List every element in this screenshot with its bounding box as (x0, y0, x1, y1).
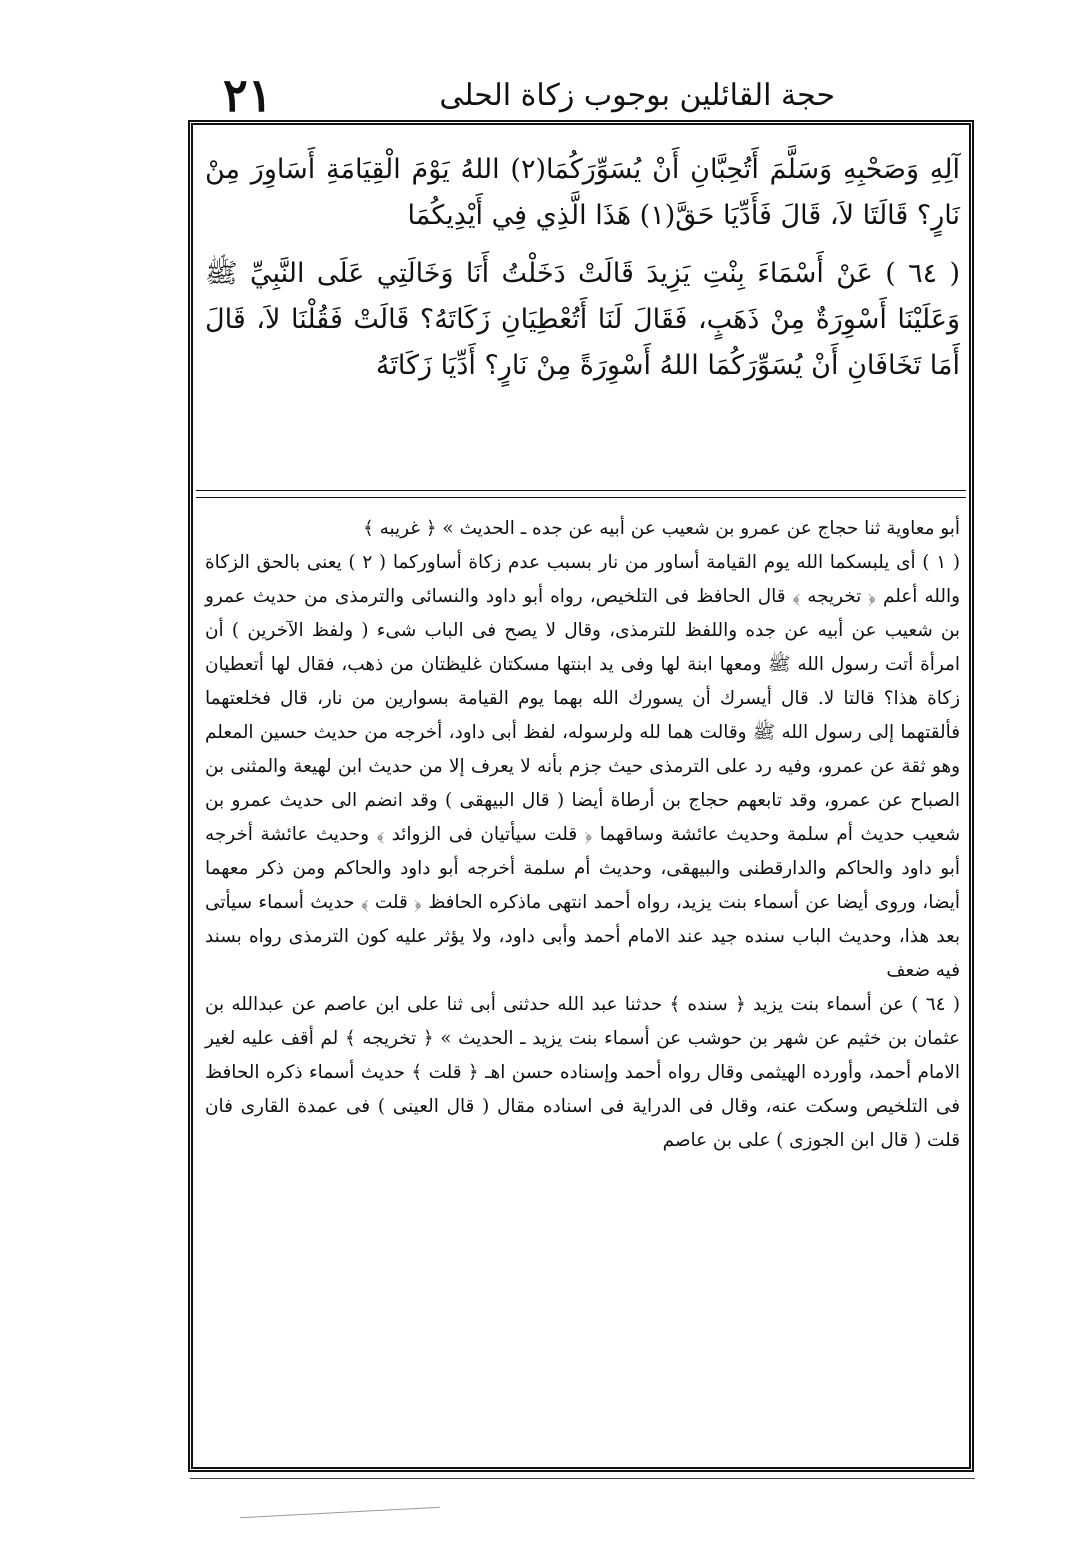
running-title: حجة القائلين بوجوب زكاة الحلى (439, 78, 835, 113)
note-paragraph: أبو معاوية ثنا حجاج عن عمرو بن شعيب عن أبيه عن جده ـ الحديث » ﴿ غريبه ﴾ (362, 518, 960, 539)
stray-mark (240, 1507, 440, 1518)
note-paragraph: ( ٦٤ ) عن أسماء بنت يزيد ﴿ سنده ﴾ حدثنا عبد الله حدثنى أبى ثنا على ابن عاصم عن عبدالله بن عثمان بن خثيم عن شهر بن حوشب عن أسماء بنت يزيد ـ الحديث » ﴿ تخريجه ﴾ لم أقف عليه لغير الامام أحمد، وأورده الهيثمى وقال رواه أحمد وإسناده حسن اهـ ﴿ قلت ﴾ حديث أسماء ذكره الحافظ فى التلخيص وسكت عنه، وقال فى الدراية فى اسناده مقال ( قال العينى ) فى عمدة القارى فان قلت ( قال ابن الجوزى ) على بن عاصم (205, 994, 960, 1151)
main-hadith-text (205, 147, 960, 401)
page-header (185, 70, 985, 120)
note-paragraph: ( ١ ) أى يلبسكما الله يوم القيامة أساور من نار بسبب عدم زكاة أساوركما ( ٢ ) يعنى بالحق الزكاة والله أعلم ﴿ تخريجه ﴾ قال الحافظ فى التلخيص، رواه أبو داود والنسائى والترمذى من حديث عمرو بن شعيب عن أبيه عن جده واللفظ للترمذى، وقال لا يصح فى الباب شىء ( ولفظ الآخرين ) أن امرأة أتت رسول الله ﷺ ومعها ابنة لها وفى يد ابنتها مسكتان غليظتان من ذهب، فقال لها أتعطيان زكاة هذا؟ قالتا لا. قال أيسرك أن يسورك الله بهما يوم القيامة بسوارين من نار، قال فخلعتهما فألقتهما إلى رسول الله ﷺ وقالت هما لله ولرسوله، لفظ أبى داود، أخرجه من حديث حسين المعلم وهو ثقة عن عمرو، وفيه رد على الترمذى حيث جزم بأنه لا يعرف إلا من حديث ابن لهيعة والمثنى بن الصباح عن عمرو، وقد تابعهم حجاج بن أرطاة أيضا ( قال البيهقى ) وقد انضم الى حديث عمرو بن شعيب حديث أم سلمة وحديث عائشة وساقهما ﴿ قلت سيأتيان فى الزوائد ﴾ وحديث عائشة أخرجه أبو داود والحاكم والدارقطنى والبيهقى، وحديث أم سلمة أخرجه أبو داود والحاكم ومن ذكر معهما أيضا، وروى أيضا عن أسماء بنت يزيد، رواه أحمد انتهى ماذكره الحافظ ﴿ قلت ﴾ حديث أسماء سيأتى بعد هذا، وحديث الباب سنده جيد عند الامام أحمد وأبى داود، ولا يؤثر عليه كون الترمذى رواه بسند فيه ضعف (205, 552, 961, 981)
bottom-rule (190, 1478, 975, 1479)
commentary-notes (205, 512, 960, 1158)
main-paragraph-hadith-64: ( ٦٤ ) عَنْ أَسْمَاءَ بِنْتِ يَزِيدَ قَالَتْ دَخَلْتُ أَنَا وَخَالَتِي عَلَى النَّبِيِّ ﷺ وَعَلَيْنَا أَسْوِرَةٌ مِنْ ذَهَبٍ، فَقَالَ لَنَا أَتُعْطِيَانِ زَكَاتَهُ؟ قَالَتْ فَقُلْنَا لاَ، قَالَ أَمَا تَخَافَانِ أَنْ يُسَوِّرَكُمَا اللهُ أَسْوِرَةً مِنْ نَارٍ؟ أَدِّيَا زَكَاتَهُ (205, 258, 960, 381)
section-separator (196, 490, 966, 498)
main-paragraph-continuation: آلِهِ وَصَحْبِهِ وَسَلَّمَ أَتُحِبَّانِ أَنْ يُسَوِّرَكُمَا(٢) اللهُ يَوْمَ الْقِيَامَةِ أَسَاوِرَ مِنْ نَارٍ؟ قَالَتَا لاَ، قَالَ فَأَدِّيَا حَقَّ(١) هَذَا الَّذِي فِي أَيْدِيكُمَا (205, 154, 960, 231)
page-number: ٢١ (223, 68, 273, 122)
